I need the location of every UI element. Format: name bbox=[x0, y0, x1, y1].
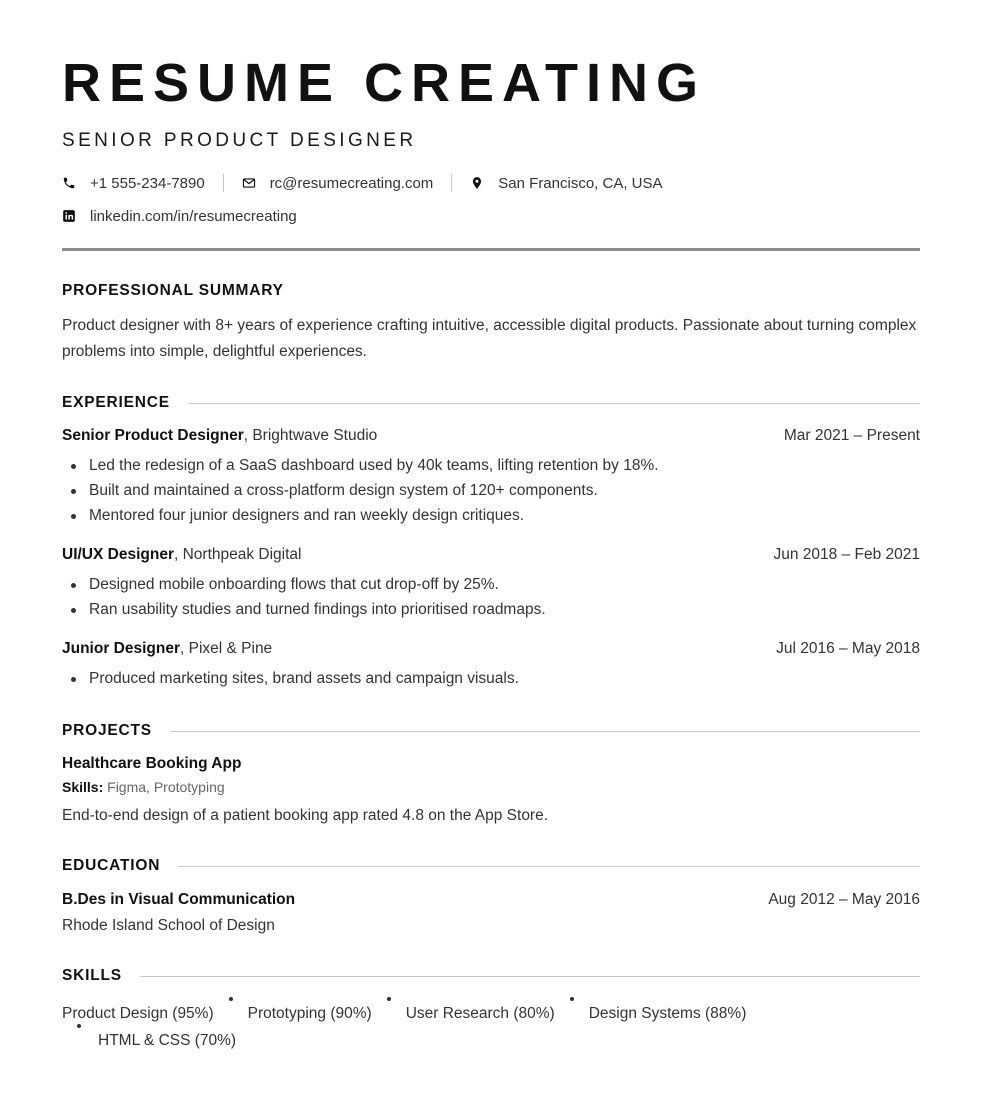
job-title: Senior Product Designer bbox=[62, 427, 244, 444]
skill-separator bbox=[387, 997, 391, 1001]
job-dates: Jul 2016 – May 2018 bbox=[776, 640, 920, 657]
contact-email[interactable] bbox=[242, 175, 434, 192]
contact-row-primary bbox=[62, 173, 920, 193]
job-header bbox=[62, 545, 920, 565]
list-item: Led the redesign of a SaaS dashboard used by 40k teams, lifting retention by 18%. bbox=[62, 453, 920, 478]
candidate-name: RESUME CREATING bbox=[62, 53, 707, 113]
section-header bbox=[62, 721, 920, 741]
section-header bbox=[62, 856, 920, 876]
skill-separator bbox=[570, 997, 574, 1001]
contact-divider bbox=[223, 174, 224, 192]
skill-item: Design Systems (88%) bbox=[588, 1005, 747, 1022]
job-entry bbox=[62, 639, 920, 691]
project-description: End-to-end design of a patient booking app rated 4.8 on the App Store. bbox=[62, 807, 549, 824]
contact-location bbox=[470, 175, 662, 192]
job-entry bbox=[62, 545, 920, 622]
projects-section bbox=[62, 721, 920, 826]
section-header bbox=[62, 393, 920, 413]
summary-section bbox=[62, 281, 920, 365]
skill-item: Prototyping (90%) bbox=[247, 1005, 372, 1022]
section-title: PROFESSIONAL SUMMARY bbox=[62, 282, 284, 299]
contact-divider bbox=[451, 174, 452, 192]
job-title: UI/UX Designer bbox=[62, 546, 174, 563]
section-divider bbox=[170, 731, 920, 732]
job-company: , Pixel & Pine bbox=[180, 640, 273, 657]
section-title: EXPERIENCE bbox=[62, 394, 170, 411]
contact-linkedin[interactable] bbox=[62, 208, 297, 225]
job-dates: Mar 2021 – Present bbox=[783, 427, 920, 444]
list-item: Ran usability studies and turned findings into prioritised roadmaps. bbox=[62, 597, 920, 622]
section-title: EDUCATION bbox=[62, 857, 161, 874]
summary-text: Product designer with 8+ years of experience crafting intuitive, accessible digital products. Passionate about turning complex problems into simple, delightful experiences. bbox=[62, 317, 917, 360]
job-dates: Jun 2018 – Feb 2021 bbox=[773, 546, 920, 563]
skill-item: Product Design (95%) bbox=[62, 1005, 214, 1022]
skill-item: User Research (80%) bbox=[405, 1005, 555, 1022]
section-title: PROJECTS bbox=[62, 722, 152, 739]
job-bullets bbox=[62, 453, 920, 528]
project-name: Healthcare Booking App bbox=[62, 755, 242, 772]
list-item: Built and maintained a cross-platform design system of 120+ components. bbox=[62, 478, 920, 503]
candidate-role: SENIOR PRODUCT DESIGNER bbox=[62, 130, 417, 151]
skill-item: HTML & CSS (70%) bbox=[98, 1032, 237, 1049]
section-divider bbox=[178, 866, 920, 867]
education-header bbox=[62, 890, 920, 910]
education-degree: B.Des in Visual Communication bbox=[62, 891, 296, 908]
contact-phone bbox=[62, 175, 205, 192]
phone-text: +1 555-234-7890 bbox=[90, 174, 205, 192]
list-item: Mentored four junior designers and ran weekly design critiques. bbox=[62, 503, 920, 528]
skills-list bbox=[62, 1000, 822, 1054]
experience-section bbox=[62, 393, 920, 691]
contact-row-secondary bbox=[62, 206, 920, 226]
education-section bbox=[62, 856, 920, 936]
education-school: Rhode Island School of Design bbox=[62, 917, 275, 934]
section-header bbox=[62, 281, 920, 301]
email-link[interactable]: rc@resumecreating.com bbox=[269, 174, 434, 192]
linkedin-icon bbox=[62, 209, 76, 223]
section-divider bbox=[140, 976, 920, 977]
header-divider bbox=[62, 248, 920, 251]
job-bullets bbox=[62, 666, 920, 691]
job-company: , Northpeak Digital bbox=[173, 546, 302, 563]
section-header bbox=[62, 966, 920, 986]
job-header bbox=[62, 426, 920, 446]
project-skills-label: Skills: bbox=[62, 779, 104, 795]
list-item: Produced marketing sites, brand assets and campaign visuals. bbox=[62, 666, 920, 691]
job-header bbox=[62, 639, 920, 659]
education-dates: Aug 2012 – May 2016 bbox=[768, 891, 920, 908]
phone-icon bbox=[62, 176, 76, 190]
job-entry bbox=[62, 426, 920, 528]
envelope-icon bbox=[242, 176, 256, 190]
section-divider bbox=[188, 403, 920, 404]
section-title: SKILLS bbox=[62, 967, 122, 984]
skills-section bbox=[62, 966, 920, 1054]
linkedin-link[interactable]: linkedin.com/in/resumecreating bbox=[90, 207, 297, 225]
list-item: Designed mobile onboarding flows that cut drop-off by 25%. bbox=[62, 572, 920, 597]
job-bullets bbox=[62, 572, 920, 622]
map-pin-icon bbox=[470, 176, 484, 190]
skill-separator bbox=[77, 1024, 81, 1028]
skill-separator bbox=[229, 997, 233, 1001]
job-title: Junior Designer bbox=[62, 640, 180, 657]
job-company: , Brightwave Studio bbox=[243, 427, 378, 444]
project-skills-value: Figma, Prototyping bbox=[103, 779, 225, 795]
project-skills bbox=[62, 778, 920, 796]
location-text: San Francisco, CA, USA bbox=[498, 174, 663, 192]
